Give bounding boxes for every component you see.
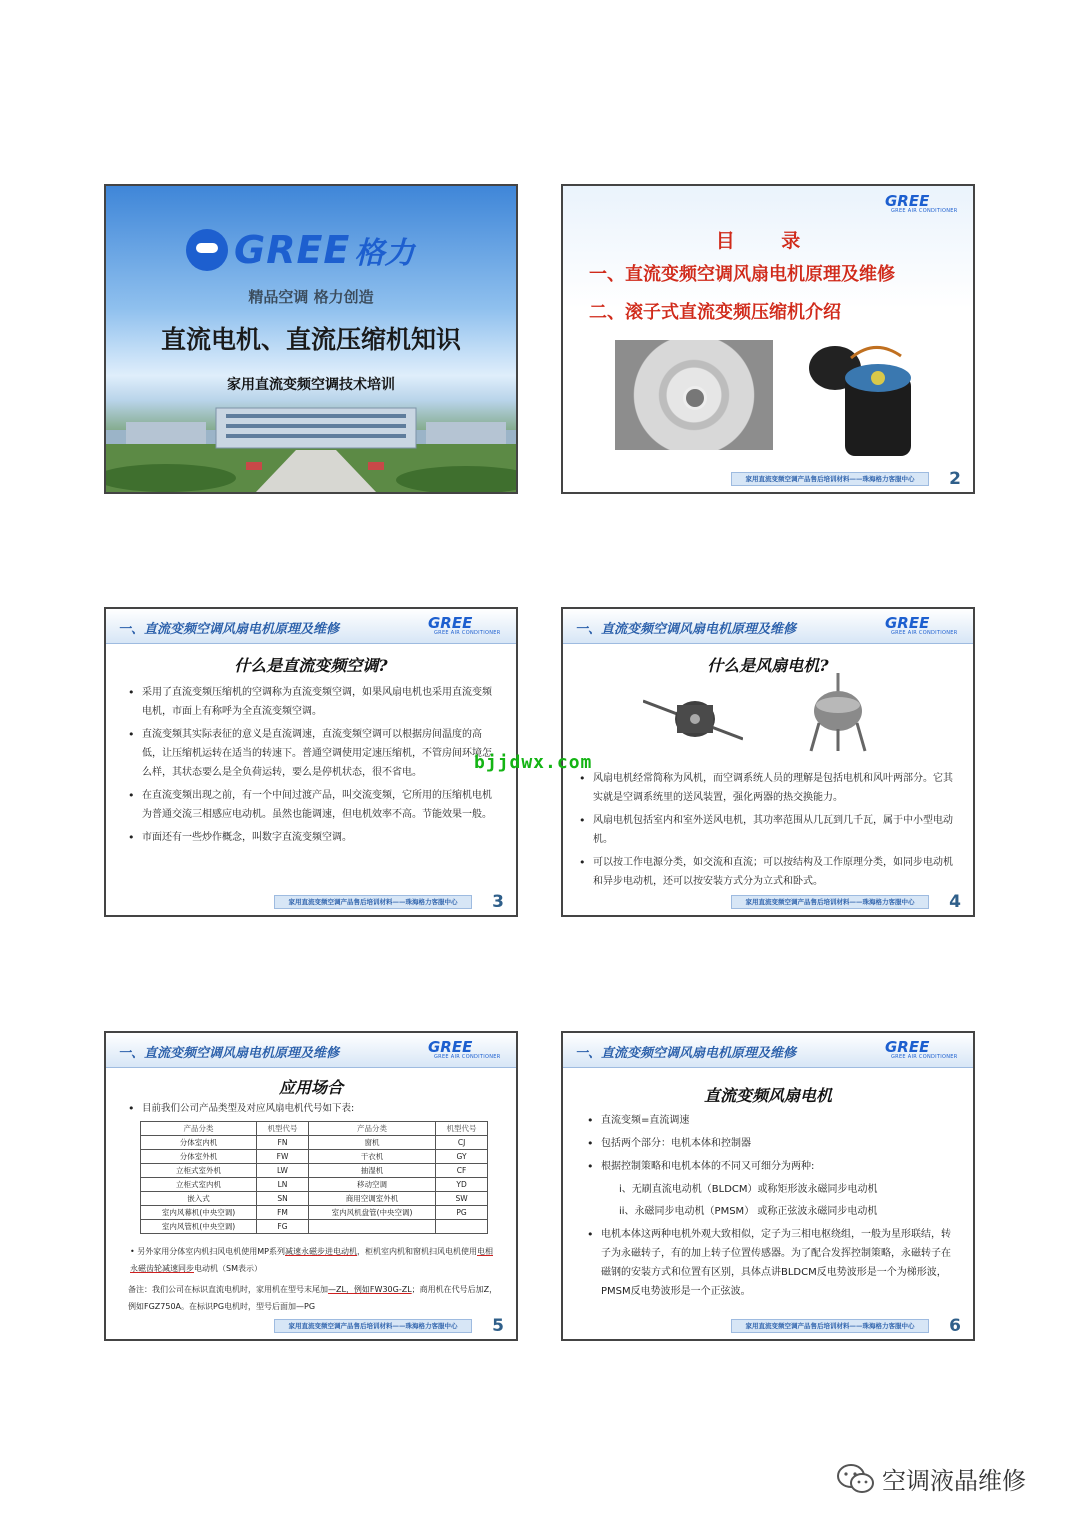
- table-row: [141, 1220, 488, 1234]
- bullet-item: • 目前我们公司产品类型及对应风扇电机代号如下表:: [128, 1101, 498, 1117]
- table-cell: FG: [257, 1220, 309, 1234]
- table-row: [141, 1136, 488, 1150]
- bullet-item: • 采用了直流变频压缩机的空调称为直流变频空调，如果风扇电机也采用直流变频电机，市面上有称呼为全直流变频空调。: [128, 683, 500, 721]
- bullet-item: • 电机本体这两种电机外观大致相似，定子为三相电枢绕组，一般为星形联结，转子为永磁转子，有的加上转子位置传感器。为了配合发挥控制策略，永磁转子在磁钢的安装方式和位置有区别，具体点讲BLDCM反电势波形是一个为梯形波，PMSM反电势波形是一个正弦波。: [587, 1225, 957, 1301]
- slide-5: [104, 1031, 518, 1341]
- slide-title: 什么是直流变频空调?: [234, 656, 388, 675]
- slide-footer: [563, 468, 973, 492]
- note-text: 电动机（SM表示）: [194, 1264, 262, 1273]
- section-title: 一、直流变频空调风扇电机原理及维修: [575, 622, 797, 637]
- table-cell: LW: [257, 1164, 309, 1178]
- table-header-cell: 产品分类: [141, 1122, 257, 1136]
- slide-2-contents: [561, 184, 975, 494]
- note-text: ；商用机在代号后加Z，例如FGZ750A。在标识PG电机时，型号后面加—PG: [128, 1285, 498, 1311]
- gree-logo: [885, 192, 963, 214]
- product-code-table: [140, 1121, 488, 1234]
- table-row: [141, 1164, 488, 1178]
- table-cell: 抽湿机: [308, 1164, 435, 1178]
- slide-4: [561, 607, 975, 917]
- gree-logo-text: GREE: [885, 614, 930, 632]
- gree-logo-text: GREE: [428, 1038, 473, 1056]
- slide-footer: [106, 891, 516, 915]
- compressor-photo: [805, 338, 917, 460]
- slide-header: [563, 1033, 973, 1068]
- bullet-item: • 市面还有一些炒作概念，叫数字直流变频空调。: [128, 828, 500, 847]
- table-cell: 立柜式室内机: [141, 1178, 257, 1192]
- slide-footer: [106, 1315, 516, 1339]
- section-title: 一、直流变频空调风扇电机原理及维修: [575, 1046, 797, 1061]
- page-number: 3: [492, 892, 504, 912]
- slide-1-cover: [104, 184, 518, 494]
- slide-title: 什么是风扇电机?: [707, 656, 829, 675]
- table-cell: CJ: [436, 1136, 488, 1150]
- gree-logo-cn: 格力: [354, 236, 415, 271]
- bullet-item: • 直流变频=直流调速: [587, 1111, 957, 1130]
- bullet-item: • 风扇电机经常简称为风机，而空调系统人员的理解是包括电机和风叶两部分。它其实就是空调系统里的送风装置，强化两器的热交换能力。: [579, 769, 959, 807]
- gree-logo: [885, 1038, 963, 1060]
- gree-logo: [186, 228, 414, 272]
- footer-text: 家用直流变频空调产品售后培训材料——珠海格力客服中心: [731, 895, 929, 909]
- contents-item-2: 二、滚子式直流变频压缩机介绍: [589, 302, 841, 323]
- page-number: 4: [949, 892, 961, 912]
- table-cell: 窗机: [308, 1136, 435, 1150]
- wechat-icon: [836, 1463, 876, 1495]
- footer-text: 家用直流变频空调产品售后培训材料——珠海格力客服中心: [731, 472, 929, 486]
- table-cell: FW: [257, 1150, 309, 1164]
- table-cell: 嵌入式: [141, 1192, 257, 1206]
- table-row: [141, 1150, 488, 1164]
- table-cell: 分体室内机: [141, 1136, 257, 1150]
- bullet-list: [128, 683, 500, 851]
- wechat-account-badge: [836, 1461, 1026, 1496]
- table-row: [141, 1192, 488, 1206]
- slide-6: [561, 1031, 975, 1341]
- slide-header: [563, 609, 973, 644]
- footer-text: 家用直流变频空调产品售后培训材料——珠海格力客服中心: [731, 1319, 929, 1333]
- slide-3: [104, 607, 518, 917]
- gree-logo-sub: GREE AIR CONDITIONER: [434, 630, 501, 636]
- gree-logo-sub: GREE AIR CONDITIONER: [891, 208, 958, 214]
- gree-logo: [428, 1038, 506, 1060]
- bullet-list: [128, 1101, 498, 1121]
- note-remark: [128, 1281, 498, 1315]
- table-cell: 立柜式室外机: [141, 1164, 257, 1178]
- gree-logo-text: GREE: [885, 1038, 930, 1056]
- note-text: ，柜机室内机和窗机扫风电机使用: [357, 1247, 477, 1256]
- slide-footer: [563, 891, 973, 915]
- slide-title: 应用场合: [278, 1078, 343, 1097]
- fan-motor-photo: [615, 340, 773, 450]
- page-number: 2: [949, 469, 961, 489]
- bullet-item: • 包括两个部分：电机本体和控制器: [587, 1134, 957, 1153]
- slide-title: 直流变频风扇电机: [703, 1086, 832, 1105]
- note-sweep-motor: • 另外家用分体室内机扫风电机使用MP系列减速永磁步进电动机，柜机室内机和窗机扫风电机使用电相永磁齿轮减速同步电动机（SM表示）: [130, 1247, 493, 1273]
- note-text: 另外家用分体室内机扫风电机使用MP系列: [137, 1247, 285, 1256]
- table-cell: [436, 1220, 488, 1234]
- table-cell: YD: [436, 1178, 488, 1192]
- sub-item: ii、永磁同步电动机（PMSM） 或称正弦波永磁同步电动机: [619, 1206, 878, 1217]
- table-header-cell: 机型代号: [257, 1122, 309, 1136]
- table-cell: FM: [257, 1206, 309, 1220]
- table-cell: 商用空调室外机: [308, 1192, 435, 1206]
- gree-logo-sub: GREE AIR CONDITIONER: [891, 630, 958, 636]
- sub-item: i、无刷直流电动机（BLDCM）或称矩形波永磁同步电动机: [619, 1184, 878, 1195]
- table-cell: SN: [257, 1192, 309, 1206]
- gree-logo-sub: GREE AIR CONDITIONER: [891, 1054, 958, 1060]
- table-cell: GY: [436, 1150, 488, 1164]
- gree-logo-sub: GREE AIR CONDITIONER: [434, 1054, 501, 1060]
- wechat-account-name: 空调液晶维修: [882, 1467, 1026, 1495]
- footer-text: 家用直流变频空调产品售后培训材料——珠海格力客服中心: [274, 1319, 472, 1333]
- slide-footer: [563, 1315, 973, 1339]
- table-cell: [308, 1220, 435, 1234]
- page-number: 5: [492, 1316, 504, 1336]
- slogan: 精品空调 格力创造: [248, 288, 374, 306]
- table-cell: LN: [257, 1178, 309, 1192]
- cover-subtitle: 家用直流变频空调技术培训: [227, 377, 395, 393]
- gree-logo: [885, 614, 963, 636]
- table-row: [141, 1178, 488, 1192]
- bullet-item: • 根据控制策略和电机本体的不同又可细分为两种:: [587, 1157, 957, 1176]
- contents-item-1: 一、直流变频空调风扇电机原理及维修: [589, 264, 895, 285]
- gree-logo-text: GREE: [234, 228, 351, 272]
- table-header-row: [141, 1122, 488, 1136]
- section-title: 一、直流变频空调风扇电机原理及维修: [118, 622, 340, 637]
- table-cell: SW: [436, 1192, 488, 1206]
- bullet-item: • 直流变频其实际表征的意义是直流调速，直流变频空调可以根据房间温度的高低，让压缩机运转在适当的转速下。普通空调使用定速压缩机，不管房间环境怎么样，其状态要么是全负荷运转，要么是停机状态，很不省电。: [128, 725, 500, 782]
- fan-motor-shaft-image: [643, 681, 743, 751]
- table-cell: 室内风幕机(中央空调): [141, 1206, 257, 1220]
- table-cell: FN: [257, 1136, 309, 1150]
- campus-image: [106, 400, 518, 492]
- contents-heading: 目 录: [715, 230, 821, 252]
- table-row: [141, 1206, 488, 1220]
- note-highlight: —ZL，例如FW30G-ZL: [328, 1285, 412, 1294]
- bullet-item: • 风扇电机包括室内和室外送风电机，其功率范围从几瓦到几千瓦，属于中小型电动机。: [579, 811, 959, 849]
- table-cell: 分体室外机: [141, 1150, 257, 1164]
- gree-logo-text: GREE: [428, 614, 473, 632]
- bullet-item: • 可以按工作电源分类，如交流和直流；可以按结构及工作原理分类，如同步电动机和异步电动机，还可以按安装方式分为立式和卧式。: [579, 853, 959, 891]
- section-title: 一、直流变频空调风扇电机原理及维修: [118, 1046, 340, 1061]
- bullet-list: [587, 1225, 957, 1305]
- sub-item-list: [619, 1179, 878, 1223]
- table-header-cell: 机型代号: [436, 1122, 488, 1136]
- slide-header: [106, 1033, 516, 1068]
- table-cell: 干衣机: [308, 1150, 435, 1164]
- table-cell: PG: [436, 1206, 488, 1220]
- fan-motor-bracket-image: [803, 673, 873, 753]
- note-highlight: 电相永磁齿轮减速同步: [130, 1247, 493, 1273]
- site-watermark: bjjdwx.com: [474, 752, 593, 773]
- page-number: 6: [949, 1316, 961, 1336]
- table-cell: CF: [436, 1164, 488, 1178]
- table-cell: 移动空调: [308, 1178, 435, 1192]
- footer-text: 家用直流变频空调产品售后培训材料——珠海格力客服中心: [274, 895, 472, 909]
- slide-header: [106, 609, 516, 644]
- note-text: 备注：我们公司在标识直流电机时，家用机在型号末尾加: [128, 1285, 328, 1294]
- note-highlight: 减速永磁步进电动机: [285, 1247, 357, 1256]
- table-header-cell: 产品分类: [308, 1122, 435, 1136]
- gree-logo-text: GREE: [885, 192, 930, 210]
- cover-title: 直流电机、直流压缩机知识: [160, 325, 461, 354]
- bullet-list: [587, 1111, 957, 1180]
- table-cell: 室内风机盘管(中央空调): [308, 1206, 435, 1220]
- gree-logo: [428, 614, 506, 636]
- bullet-list: [579, 769, 959, 895]
- bullet-item: • 在直流变频出现之前，有一个中间过渡产品，叫交流变频，它所用的压缩机电机为普通交流三相感应电动机。虽然也能调速，但电机效率不高。节能效果一般。: [128, 786, 500, 824]
- table-cell: 室内风管机(中央空调): [141, 1220, 257, 1234]
- gree-logo-mark-icon: [186, 229, 228, 271]
